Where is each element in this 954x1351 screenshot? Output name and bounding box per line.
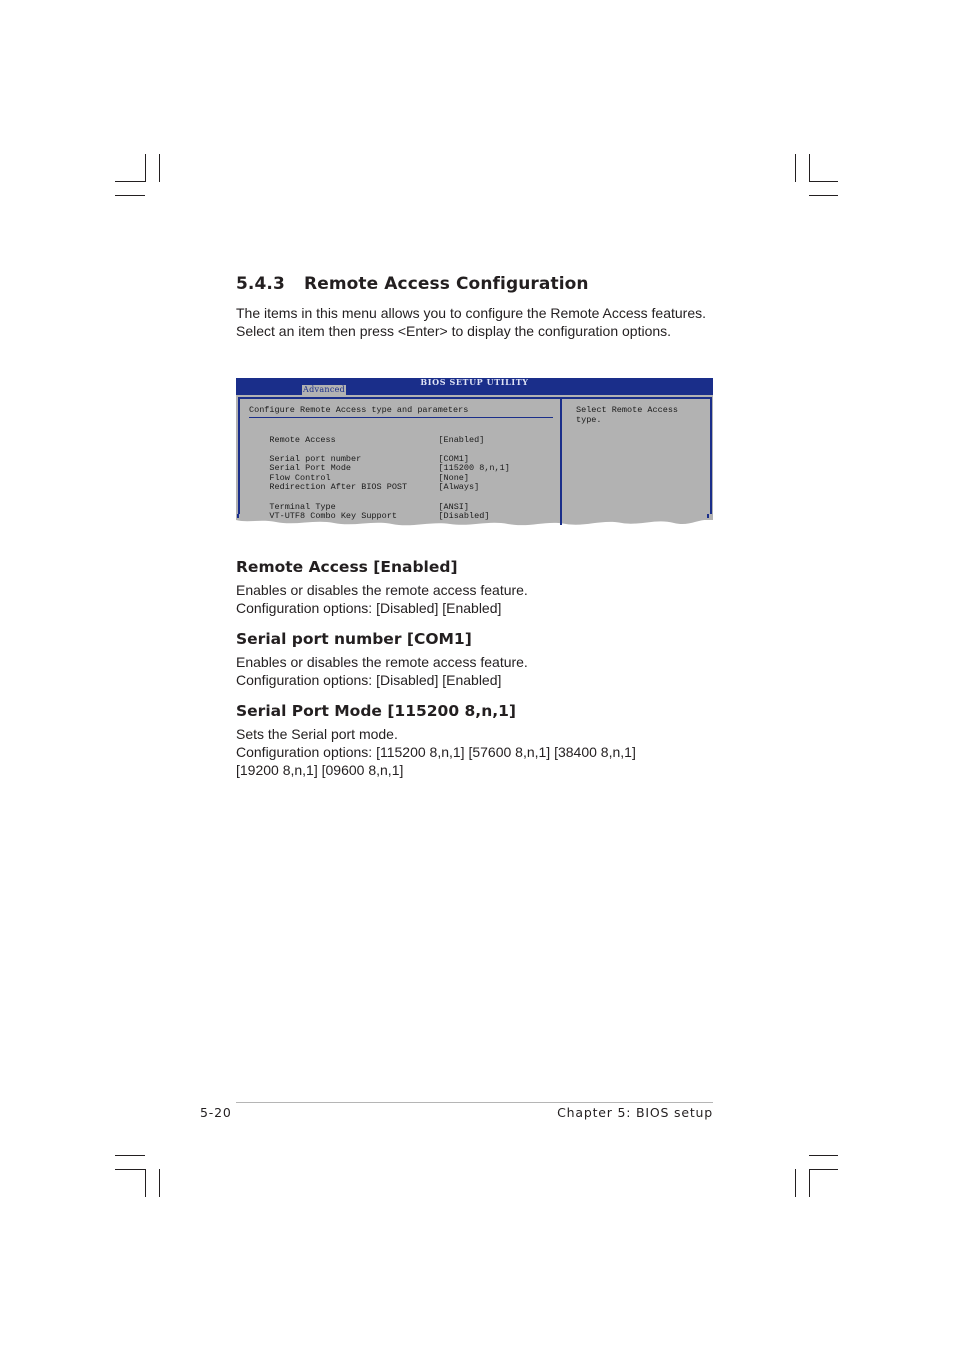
bios-item-value: [115200 8,n,1] bbox=[438, 463, 510, 473]
page-number: 5-20 bbox=[200, 1105, 232, 1120]
bios-item-label: Serial Port Mode bbox=[269, 463, 352, 473]
bios-item-label: Flow Control bbox=[269, 472, 331, 483]
subsection-title-remote-access: Remote Access [Enabled] bbox=[236, 558, 458, 576]
bios-item-vt-utf8-combo-key[interactable] bbox=[249, 503, 489, 532]
bios-item-value: [ANSI] bbox=[438, 501, 470, 512]
bios-title: BIOS SETUP UTILITY bbox=[420, 377, 529, 387]
bios-header-bar bbox=[236, 378, 713, 395]
bios-heading-underline bbox=[249, 417, 553, 418]
subsection-line: Enables or disables the remote access feature. bbox=[236, 654, 528, 670]
bios-item-label: Redirection After BIOS POST bbox=[269, 482, 408, 492]
subsection-line: Configuration options: [Disabled] [Enabled] bbox=[236, 599, 502, 616]
section-number: 5.4.3 bbox=[236, 274, 285, 294]
bios-item-label: Serial port number bbox=[269, 453, 362, 464]
bios-item-label: Terminal Type bbox=[269, 501, 336, 512]
bios-item-value: [None] bbox=[438, 472, 470, 483]
subsection-line: Enables or disables the remote access feature. bbox=[236, 582, 528, 598]
bios-panel-divider bbox=[560, 397, 562, 521]
subsection-line: Configuration options: [Disabled] [Enabled] bbox=[236, 672, 502, 688]
subsection-title-serial-port-mode: Serial Port Mode [115200 8,n,1] bbox=[236, 702, 516, 720]
bios-section-heading: Configure Remote Access type and parameters bbox=[249, 405, 469, 415]
bios-item-label: VT-UTF8 Combo Key Support bbox=[269, 511, 397, 521]
bios-item-value: [Enabled] bbox=[438, 434, 485, 445]
bios-screenshot bbox=[236, 378, 713, 534]
section-intro: The items in this menu allows you to configure the Remote Access features. Select an item then press <Enter> to display the configuration options. bbox=[236, 305, 707, 339]
subsection-line: Configuration options: [115200 8,n,1] [57600 8,n,1] [38400 8,n,1] [19200 8,n,1] [09600 8,n,1] bbox=[236, 744, 636, 778]
subsection-title-serial-port-number: Serial port number [COM1] bbox=[236, 630, 472, 648]
bios-item-value: [COM1] bbox=[438, 453, 470, 464]
section-title bbox=[236, 274, 589, 294]
bios-item-value: [Disabled] bbox=[438, 511, 490, 521]
bios-tab-advanced[interactable]: Advanced bbox=[303, 385, 346, 394]
section-title-text: Remote Access Configuration bbox=[304, 274, 589, 294]
subsection-line: Sets the Serial port mode. bbox=[236, 726, 398, 742]
chapter-label: Chapter 5: BIOS setup bbox=[557, 1105, 713, 1120]
bios-item-label: Remote Access bbox=[269, 434, 336, 445]
bios-help-text: Select Remote Access type. bbox=[576, 405, 679, 425]
bios-item-value: [Always] bbox=[438, 482, 480, 492]
footer-rule bbox=[236, 1102, 713, 1103]
